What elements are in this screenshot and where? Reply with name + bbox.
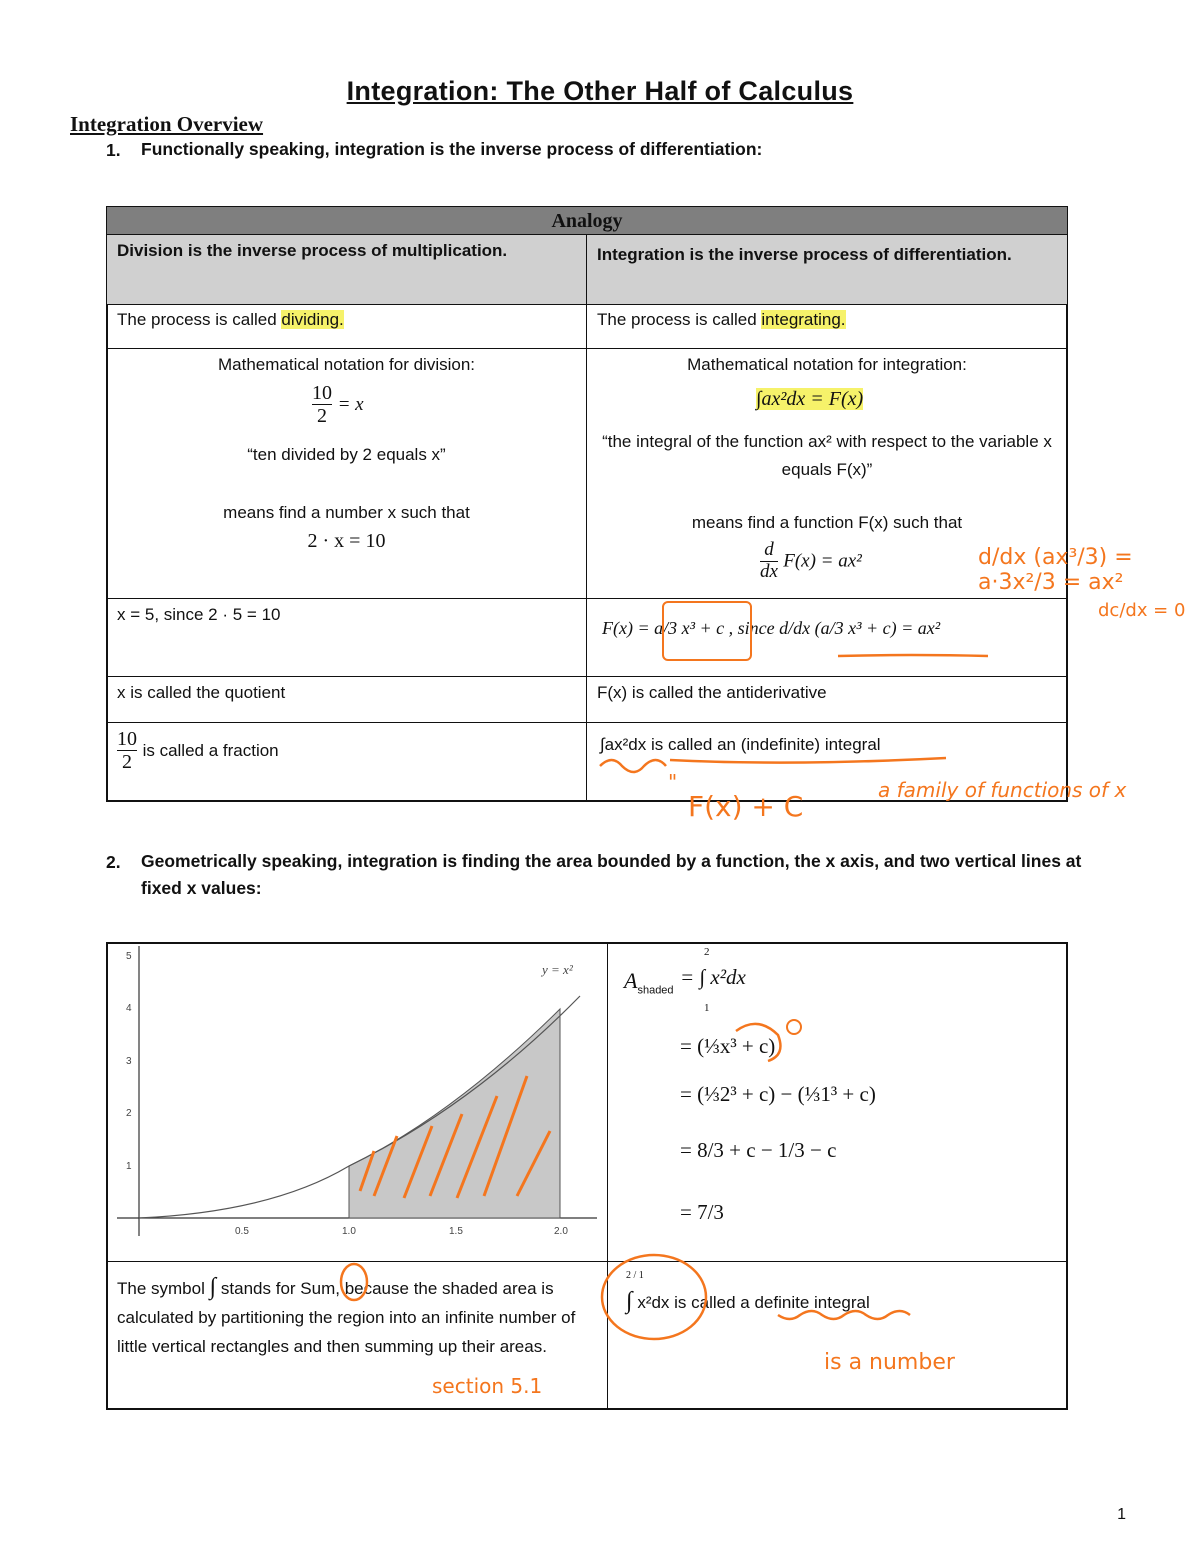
- annotation-circle-s: [334, 1258, 374, 1308]
- right-read: “the integral of the function ax² with respect to the variable x equals F(x)”: [602, 432, 1052, 479]
- lower-limit: 1: [704, 1002, 710, 1014]
- area-line-3: = (⅓2³ + c) − (⅓1³ + c): [680, 1082, 876, 1106]
- right-called: The process is called integrating.: [597, 310, 846, 329]
- y-tick: 1: [126, 1161, 132, 1172]
- area-line-1: = ∫ x²dx: [680, 965, 746, 989]
- right-deriv: $\frac{d}{dx}$ F(x) = ax²: [760, 539, 862, 582]
- right-head: Integration is the inverse process of differentiation.: [597, 245, 1012, 264]
- y-tick: 2: [126, 1108, 132, 1119]
- left-answer: x = 5, since 2 · 5 = 10: [117, 605, 281, 624]
- left-quotient: x is called the quotient: [117, 683, 286, 702]
- y-tick: 4: [126, 1003, 132, 1014]
- right-indefinite: ∫ax²dx is called an (indefinite) integral: [600, 735, 881, 754]
- annotation-underlines: [590, 650, 1010, 780]
- x-tick-labels: [235, 1226, 568, 1237]
- area-line-4: = 8/3 + c − 1/3 − c: [680, 1138, 837, 1162]
- integral-symbol: ∫: [209, 1274, 217, 1300]
- x-tick: 1.0: [342, 1226, 356, 1237]
- y-tick: 3: [126, 1056, 132, 1067]
- item-number-2: 2.: [106, 852, 121, 872]
- left-read: “ten divided by 2 equals x”: [247, 445, 446, 464]
- y-tick-labels: [126, 951, 132, 1172]
- area-line-5: = 7/3: [680, 1200, 724, 1224]
- area-graph: [112, 946, 602, 1246]
- upper-limit: 2: [704, 946, 710, 958]
- x-tick: 2.0: [554, 1226, 568, 1237]
- analogy-header: Analogy: [551, 210, 623, 232]
- area-line-2: = (⅓x³ + c): [680, 1034, 776, 1058]
- left-notation-label: Mathematical notation for division:: [217, 355, 476, 374]
- annotation-quote: ": [668, 770, 678, 794]
- highlight-dividing: dividing.: [281, 310, 344, 329]
- curve-label: y = x²: [542, 962, 573, 977]
- x-tick: 1.5: [449, 1226, 463, 1237]
- annotation-derivative: d/dx (ax³/3) = a·3x²/3 = ax²: [978, 545, 1133, 595]
- right-integral: ∫ax²dx = F(x): [756, 388, 864, 410]
- point-1-text: Functionally speaking, integration is the inverse process of differentiation:: [141, 139, 763, 159]
- left-head: Division is the inverse process of multiplication.: [117, 241, 508, 260]
- right-notation-label: Mathematical notation for integration:: [687, 355, 967, 374]
- point-2-text: Geometrically speaking, integration is finding the area bounded by a function, the x axis, and two vertical lines at fixed x values:: [141, 851, 1082, 898]
- highlight-integrating: integrating.: [761, 310, 846, 329]
- right-answer: F(x) = a/3 x³ + c , since d/dx (a/3 x³ + c) = ax²: [602, 618, 941, 638]
- section-heading: Integration Overview: [70, 112, 264, 136]
- definite-integral-text: ∫ x²dx is called a definite integral: [626, 1288, 870, 1314]
- annotation-family: a family of functions of x: [878, 778, 1127, 802]
- left-fraction-10-2: $\frac{10}{2}$ is called a fraction: [117, 728, 279, 773]
- annotation-circle-definite: [598, 1245, 978, 1345]
- page-number: 1: [1117, 1506, 1126, 1523]
- left-means: means find a number x such that: [223, 503, 470, 522]
- annotation-dc: dc/dx = 0: [1098, 600, 1186, 621]
- right-means: means find a function F(x) such that: [691, 513, 963, 532]
- annotation-section: section 5.1: [432, 1374, 543, 1398]
- left-eq: 2 · x = 10: [307, 530, 386, 552]
- symbol-explanation: The symbol ∫ stands for Sum, because the shaded area is calculated by partitioning the region into an infinite number of little vertical rectangles and then summing up their areas.: [117, 1274, 576, 1356]
- item-number-1: 1.: [106, 140, 121, 160]
- left-called: The process is called dividing.: [117, 310, 344, 329]
- annotation-arrow-limits: [728, 1015, 808, 1065]
- left-fraction: $\frac{10}{2}$ = x: [312, 382, 364, 427]
- annotation-is-number: is a number: [824, 1350, 955, 1375]
- definite-limits: 2 / 1: [626, 1270, 644, 1281]
- page-title: Integration: The Other Half of Calculus: [346, 76, 854, 106]
- area-lhs: $A_{shaded}$: [624, 968, 674, 997]
- annotation-fx-c: F(x) + C: [688, 790, 804, 823]
- x-tick: 0.5: [235, 1226, 249, 1237]
- y-tick: 5: [126, 951, 132, 962]
- right-antiderivative: F(x) is called the antiderivative: [597, 683, 827, 702]
